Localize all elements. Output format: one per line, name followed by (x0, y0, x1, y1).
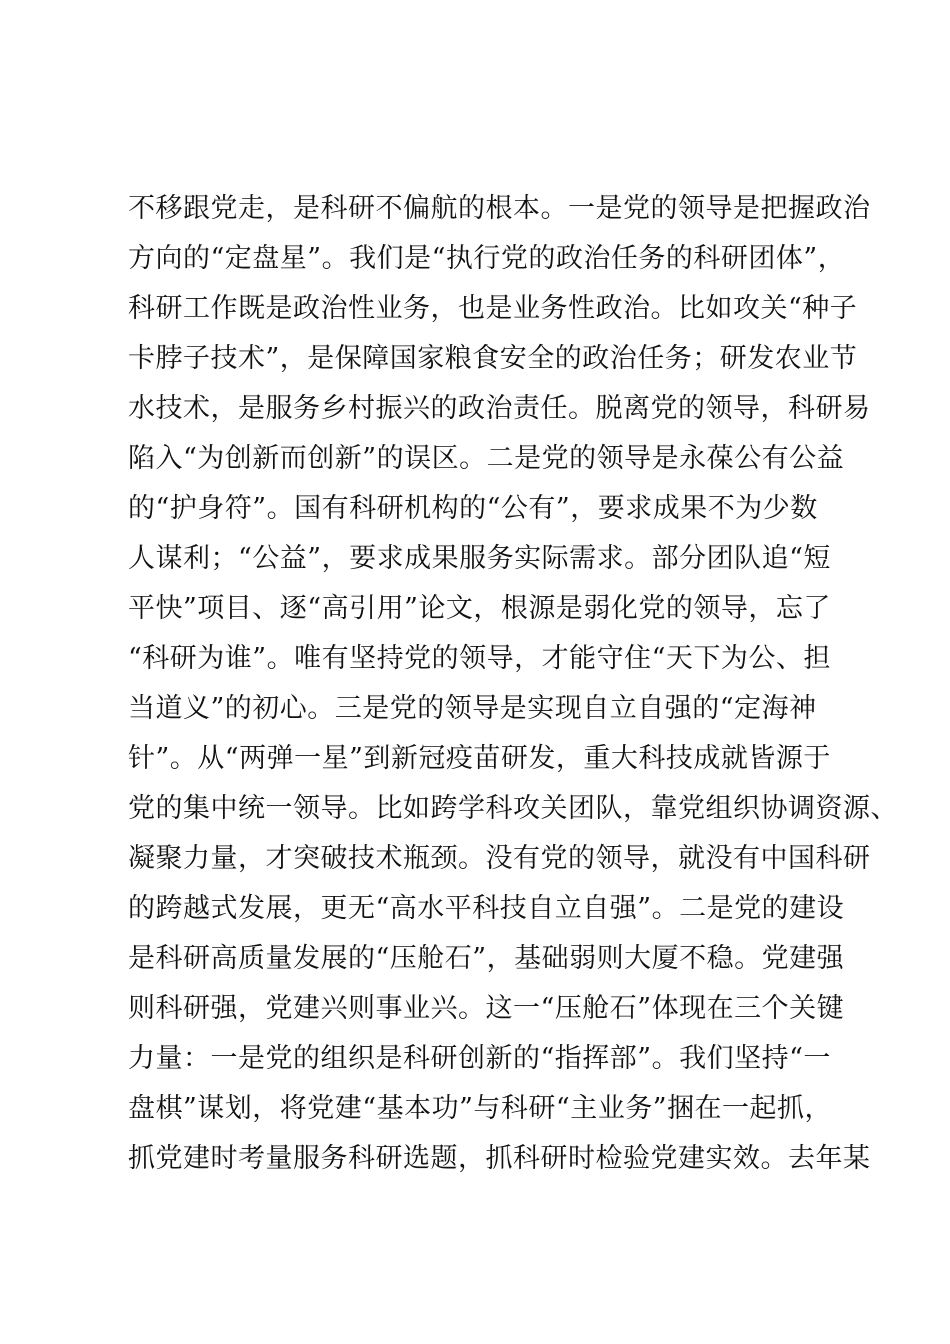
text-line-content: 平快”项目、逐“高引用”论文，根源是弱化党的领导，忘了 (128, 593, 831, 624)
text-line-content: 则科研强，党建兴则事业兴。这一“压舱石”体现在三个关键 (128, 993, 845, 1024)
text-line-content: 凝聚力量，才突破技术瓶颈。没有党的领导，就没有中国科研 (128, 843, 871, 874)
text-line (128, 1084, 858, 1134)
text-line (128, 384, 871, 434)
text-line (128, 184, 871, 234)
text-line (128, 1134, 871, 1184)
text-line (128, 684, 858, 734)
text-line (128, 834, 871, 884)
text-line-content: 不移跟党走，是科研不偏航的根本。一是党的领导是把握政治 (128, 193, 871, 224)
text-line-content: 方向的“定盘星”。我们是“执行党的政治任务的科研团体”， (128, 243, 846, 274)
text-line-content: 科研工作既是政治性业务，也是业务性政治。比如攻关“种子 (128, 293, 858, 324)
text-line (128, 234, 858, 284)
text-line-content: 卡脖子技术”，是保障国家粮食安全的政治任务；研发农业节 (128, 343, 858, 374)
text-line (128, 334, 858, 384)
text-line-content: 党的集中统一领导。比如跨学科攻关团队，靠党组织协调资源、 (128, 793, 898, 824)
text-line (128, 934, 858, 984)
text-line (128, 884, 858, 934)
text-line (128, 634, 858, 684)
text-line-content: 抓党建时考量服务科研选题，抓科研时检验党建实效。去年某 (128, 1143, 871, 1174)
text-line (128, 1034, 858, 1084)
text-line-content: 陷入“为创新而创新”的误区。二是党的领导是永葆公有公益 (128, 443, 845, 474)
text-line-content: 当道义”的初心。三是党的领导是实现自立自强的“定海神 (128, 693, 817, 724)
body-text (128, 184, 898, 1184)
text-line-content: 力量：一是党的组织是科研创新的“指挥部”。我们坚持“一 (128, 1043, 831, 1074)
text-line-content: 盘棋”谋划，将党建“基本功”与科研“主业务”捆在一起抓， (128, 1093, 833, 1124)
text-line (128, 984, 858, 1034)
text-line-content: 针”。从“两弹一星”到新冠疫苗研发，重大科技成就皆源于 (128, 743, 831, 774)
text-line-content: 人谋利；“公益”，要求成果服务实际需求。部分团队追“短 (128, 543, 831, 574)
text-line (128, 584, 858, 634)
text-line (128, 534, 858, 584)
text-line (128, 434, 858, 484)
text-line (128, 784, 898, 834)
text-line-content: 是科研高质量发展的“压舱石”，基础弱则大厦不稳。党建强 (128, 943, 845, 974)
text-line (128, 734, 858, 784)
text-line (128, 484, 858, 534)
text-line-content: 水技术，是服务乡村振兴的政治责任。脱离党的领导，科研易 (128, 393, 871, 424)
text-line-content: “科研为谁”。唯有坚持党的领导，才能守住“天下为公、担 (128, 643, 831, 674)
text-line-content: 的“护身符”。国有科研机构的“公有”，要求成果不为少数 (128, 493, 818, 524)
text-line-content: 的跨越式发展，更无“高水平科技自立自强”。二是党的建设 (128, 893, 845, 924)
text-line (128, 284, 858, 334)
